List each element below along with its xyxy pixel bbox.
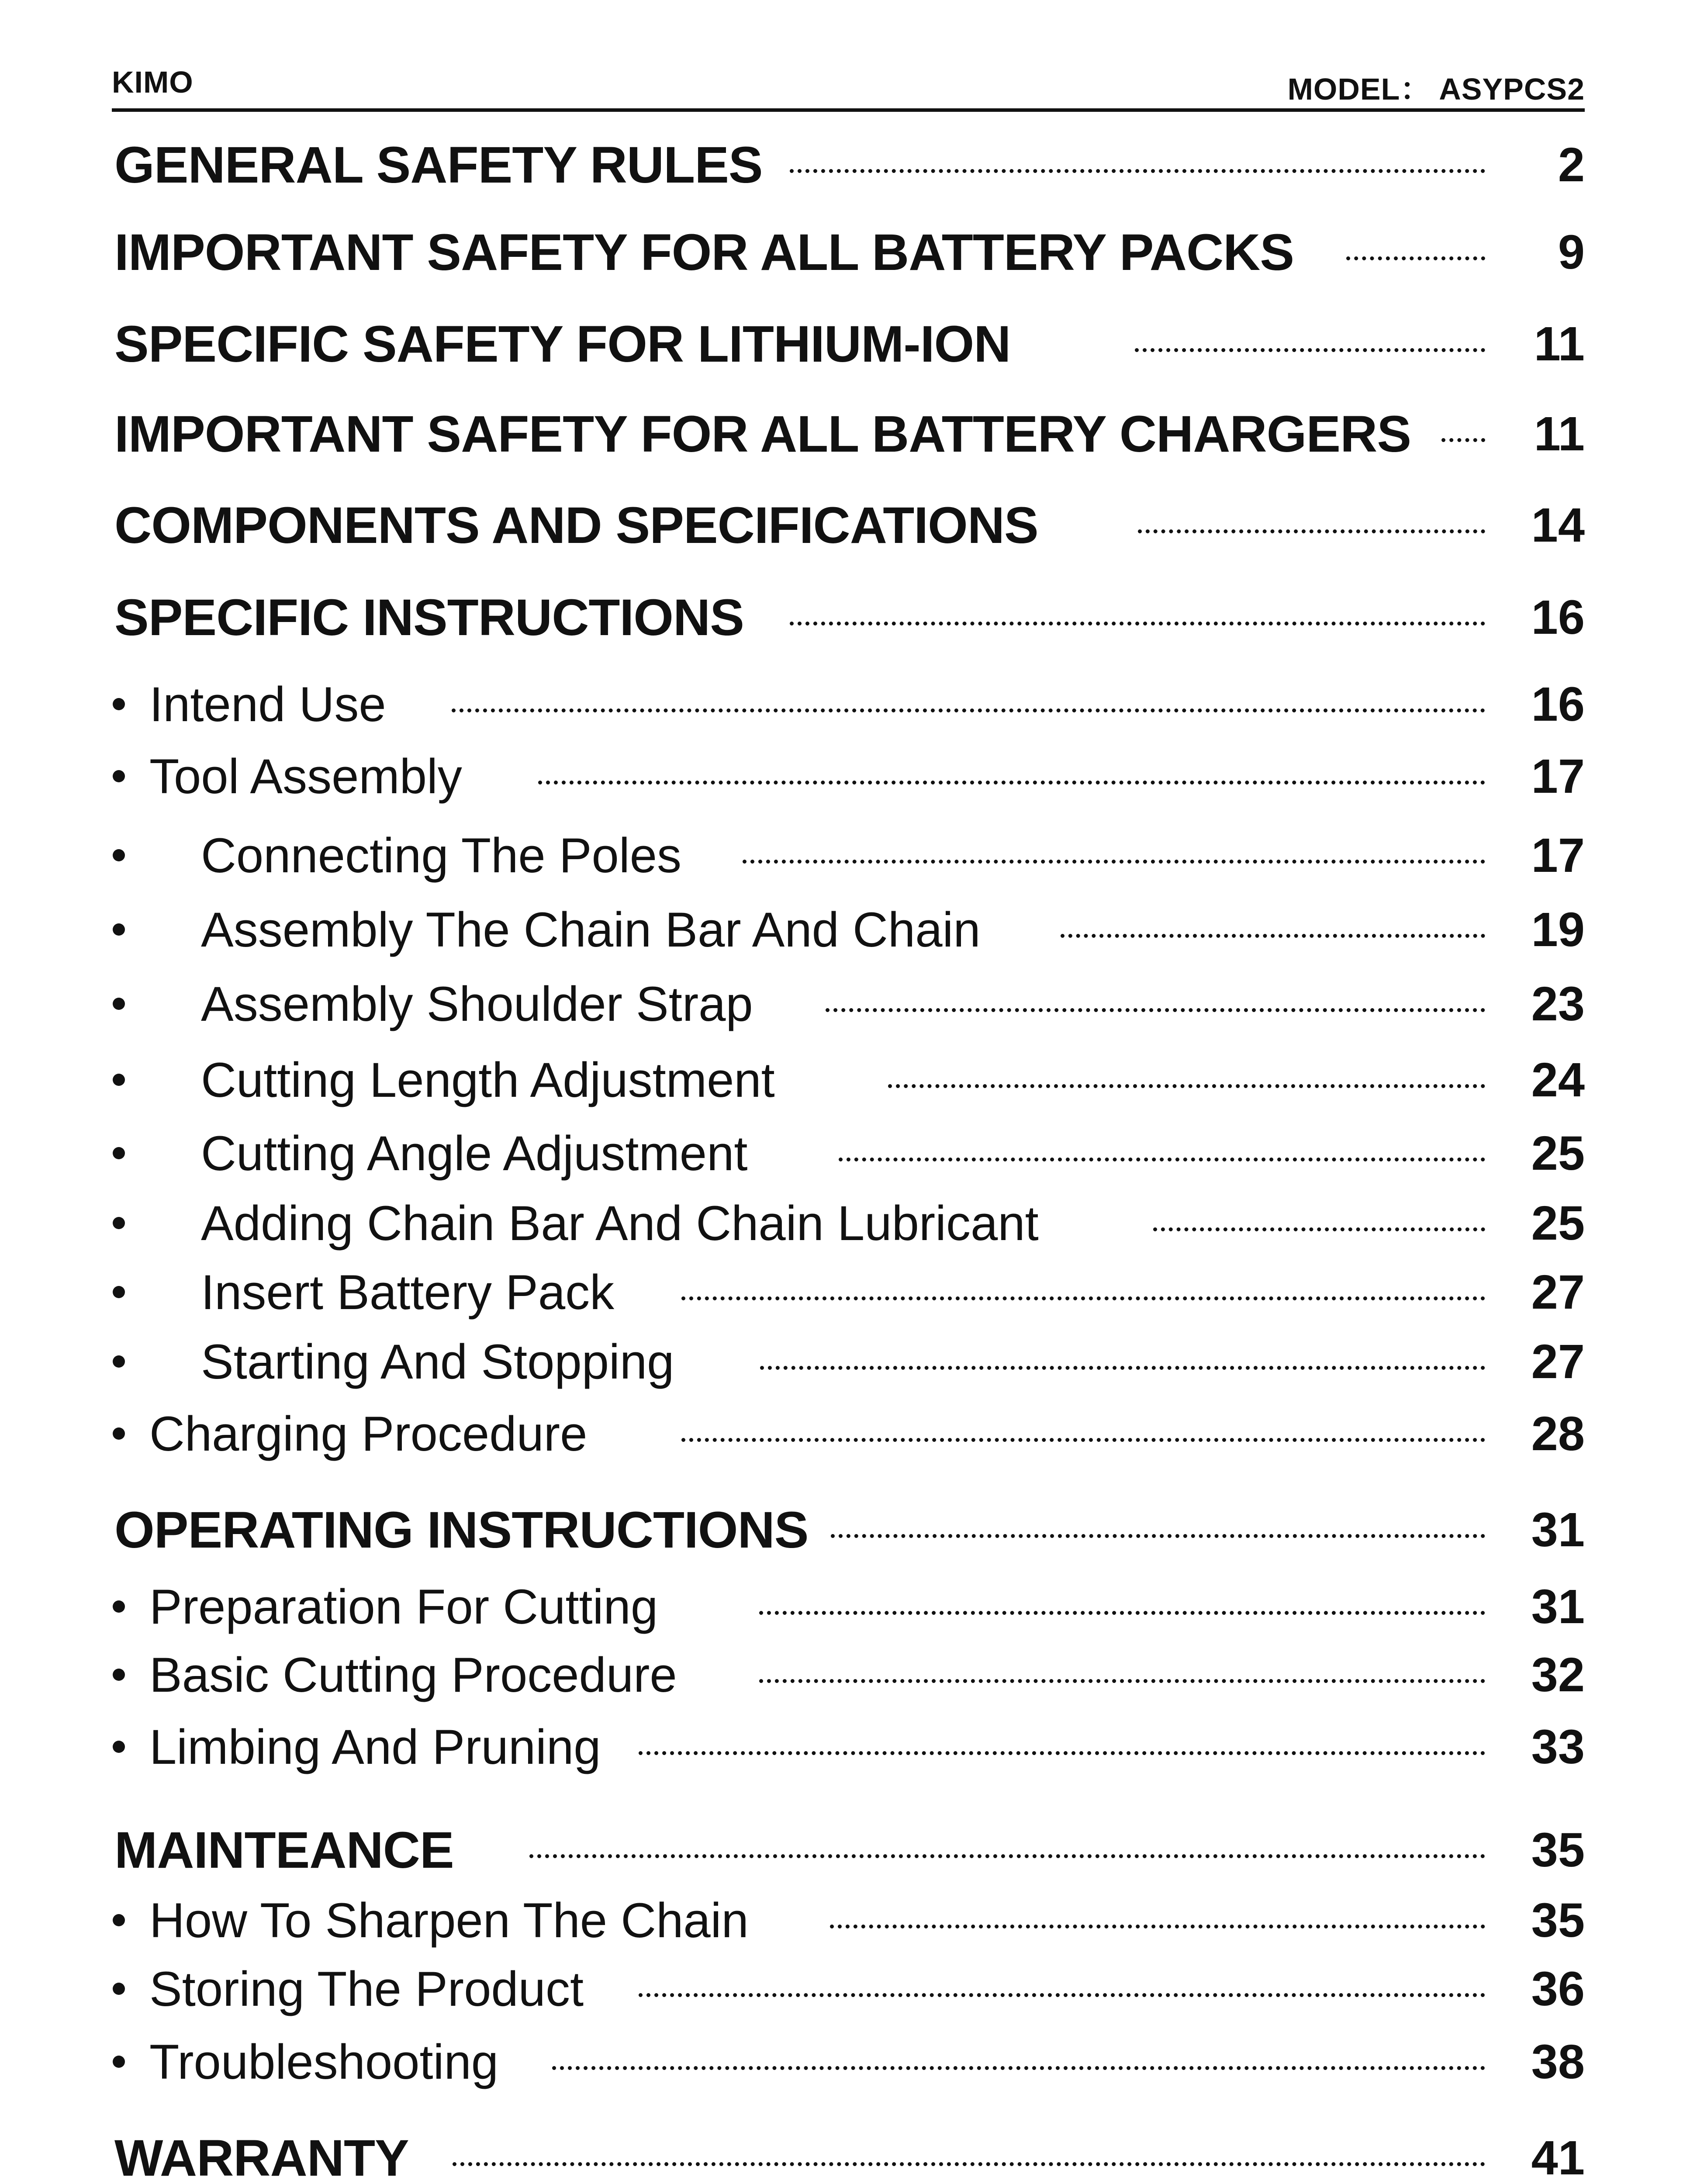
toc-entry xyxy=(0,1956,1697,2022)
dot-leader xyxy=(826,1008,1485,1012)
toc-entry-page-number: 36 xyxy=(1531,1962,1585,2016)
bullet-icon xyxy=(113,1983,125,1995)
toc-entry-title: Storing The Product xyxy=(149,1962,584,2016)
toc-entry-title: Limbing And Pruning xyxy=(149,1720,601,1774)
dot-leader xyxy=(1346,256,1485,260)
toc-entry-page-number: 41 xyxy=(1531,2131,1585,2184)
toc-entry-page-number: 35 xyxy=(1531,1823,1585,1877)
toc-entry-title: Insert Battery Pack xyxy=(201,1265,615,1320)
dot-leader xyxy=(681,1438,1485,1442)
toc-entry-page-number: 32 xyxy=(1531,1648,1585,1702)
toc-entry xyxy=(0,1329,1697,1395)
toc-entry xyxy=(0,1818,1697,1883)
toc-entry xyxy=(0,1642,1697,1708)
toc-entry xyxy=(0,311,1697,377)
toc-entry-page-number: 25 xyxy=(1531,1196,1585,1250)
toc-entry-title: IMPORTANT SAFETY FOR ALL BATTERY CHARGERS xyxy=(114,405,1411,463)
dot-leader xyxy=(681,1296,1485,1300)
model-number: MODEL： ASYPCS2 xyxy=(1287,72,1585,106)
toc-entry-title: Connecting The Poles xyxy=(201,828,681,883)
toc-entry-page-number: 16 xyxy=(1531,591,1585,644)
toc-entry-page-number: 11 xyxy=(1534,407,1585,461)
toc-entry-page-number: 27 xyxy=(1531,1335,1585,1389)
toc-entry-title: GENERAL SAFETY RULES xyxy=(114,136,763,194)
toc-entry-title: WARRANTY xyxy=(114,2129,409,2184)
toc-entry-page-number: 11 xyxy=(1534,317,1585,371)
dot-leader xyxy=(538,781,1485,784)
toc-entry xyxy=(0,132,1697,198)
dot-leader xyxy=(790,622,1485,625)
toc-entry-title: SPECIFIC INSTRUCTIONS xyxy=(114,589,744,646)
toc-entry xyxy=(0,1047,1697,1113)
toc-entry-title: Assembly Shoulder Strap xyxy=(201,977,753,1031)
toc-entry-title: Cutting Length Adjustment xyxy=(201,1053,775,1107)
bullet-icon xyxy=(113,770,125,782)
dot-leader xyxy=(759,1611,1485,1615)
toc-entry-page-number: 24 xyxy=(1531,1053,1585,1107)
toc-entry-page-number: 31 xyxy=(1531,1503,1585,1557)
toc-entry-page-number: 23 xyxy=(1531,977,1585,1031)
toc-entry-page-number: 28 xyxy=(1531,1407,1585,1461)
toc-entry xyxy=(0,1888,1697,1953)
bullet-icon xyxy=(113,1074,125,1086)
toc-entry xyxy=(0,493,1697,558)
bullet-icon xyxy=(113,2056,125,2068)
toc-entry-page-number: 17 xyxy=(1531,750,1585,803)
toc-entry-title: How To Sharpen The Chain xyxy=(149,1893,749,1948)
toc-entry-page-number: 38 xyxy=(1531,2035,1585,2089)
dot-leader xyxy=(1061,934,1485,938)
bullet-icon xyxy=(113,998,125,1010)
bullet-icon xyxy=(113,849,125,861)
toc-entry-page-number: 17 xyxy=(1531,829,1585,882)
dot-leader xyxy=(452,708,1485,712)
bullet-icon xyxy=(113,1217,125,1229)
toc-entry xyxy=(0,1497,1697,1563)
toc-entry-title: MAINTEANCE xyxy=(114,1821,454,1879)
dot-leader xyxy=(552,2066,1485,2070)
dot-leader xyxy=(790,169,1485,173)
toc-entry xyxy=(0,1574,1697,1640)
dot-leader xyxy=(888,1084,1485,1088)
bullet-icon xyxy=(113,1147,125,1159)
toc-entry xyxy=(0,1191,1697,1256)
toc-entry-title: Intend Use xyxy=(149,677,386,732)
toc-entry xyxy=(0,1260,1697,1325)
toc-entry-page-number: 31 xyxy=(1531,1580,1585,1634)
bullet-icon xyxy=(113,698,125,710)
dot-leader xyxy=(831,1534,1485,1538)
toc-entry xyxy=(0,2125,1697,2184)
toc-entry-title: Adding Chain Bar And Chain Lubricant xyxy=(201,1196,1039,1251)
brand-name: KIMO xyxy=(112,65,194,99)
toc-entry-title: OPERATING INSTRUCTIONS xyxy=(114,1501,809,1559)
bullet-icon xyxy=(113,1427,125,1440)
toc-entry xyxy=(0,401,1697,467)
toc-entry xyxy=(0,2029,1697,2095)
toc-entry xyxy=(0,971,1697,1037)
toc-entry-page-number: 25 xyxy=(1531,1127,1585,1180)
dot-leader xyxy=(529,1854,1485,1858)
bullet-icon xyxy=(113,1741,125,1753)
dot-leader xyxy=(1138,529,1485,533)
dot-leader xyxy=(639,1993,1485,1997)
dot-leader xyxy=(759,1679,1485,1683)
dot-leader xyxy=(453,2162,1485,2166)
toc-entry-page-number: 14 xyxy=(1531,498,1585,552)
dot-leader xyxy=(1153,1227,1485,1231)
toc-entry-title: Troubleshooting xyxy=(149,2035,499,2089)
toc-entry xyxy=(0,585,1697,650)
dot-leader xyxy=(830,1925,1485,1928)
toc-entry-title: Assembly The Chain Bar And Chain xyxy=(201,902,981,957)
dot-leader xyxy=(1441,438,1485,442)
bullet-icon xyxy=(113,1600,125,1613)
toc-entry xyxy=(0,823,1697,888)
dot-leader xyxy=(760,1366,1485,1370)
toc-entry xyxy=(0,220,1697,285)
toc-entry xyxy=(0,1121,1697,1186)
toc-entry-page-number: 2 xyxy=(1558,138,1585,192)
toc-entry-page-number: 19 xyxy=(1531,903,1585,957)
dot-leader xyxy=(743,860,1485,864)
dot-leader xyxy=(639,1751,1485,1755)
bullet-icon xyxy=(113,1355,125,1368)
toc-entry-page-number: 33 xyxy=(1531,1720,1585,1774)
toc-entry-page-number: 9 xyxy=(1558,225,1585,279)
toc-entry-title: SPECIFIC SAFETY FOR LITHIUM-ION xyxy=(114,315,1011,373)
toc-entry xyxy=(0,672,1697,737)
toc-entry-page-number: 35 xyxy=(1531,1894,1585,1947)
dot-leader xyxy=(1135,348,1485,352)
dot-leader xyxy=(839,1158,1485,1161)
toc-entry-title: COMPONENTS AND SPECIFICATIONS xyxy=(114,497,1038,554)
toc-entry-page-number: 27 xyxy=(1531,1265,1585,1319)
toc-entry xyxy=(0,1714,1697,1780)
toc-entry-title: Basic Cutting Procedure xyxy=(149,1648,677,1702)
bullet-icon xyxy=(113,1669,125,1681)
toc-entry-title: Starting And Stopping xyxy=(201,1334,674,1389)
toc-entry-title: IMPORTANT SAFETY FOR ALL BATTERY PACKS xyxy=(114,224,1294,281)
toc-entry-title: Tool Assembly xyxy=(149,749,462,804)
toc-entry-title: Preparation For Cutting xyxy=(149,1579,658,1634)
toc-entry xyxy=(0,1401,1697,1467)
bullet-icon xyxy=(113,923,125,936)
toc-entry xyxy=(0,744,1697,809)
toc-entry-page-number: 16 xyxy=(1531,677,1585,731)
bullet-icon xyxy=(113,1286,125,1298)
toc-entry-title: Charging Procedure xyxy=(149,1406,588,1461)
bullet-icon xyxy=(113,1914,125,1926)
toc-entry-title: Cutting Angle Adjustment xyxy=(201,1126,748,1181)
toc-entry xyxy=(0,897,1697,963)
